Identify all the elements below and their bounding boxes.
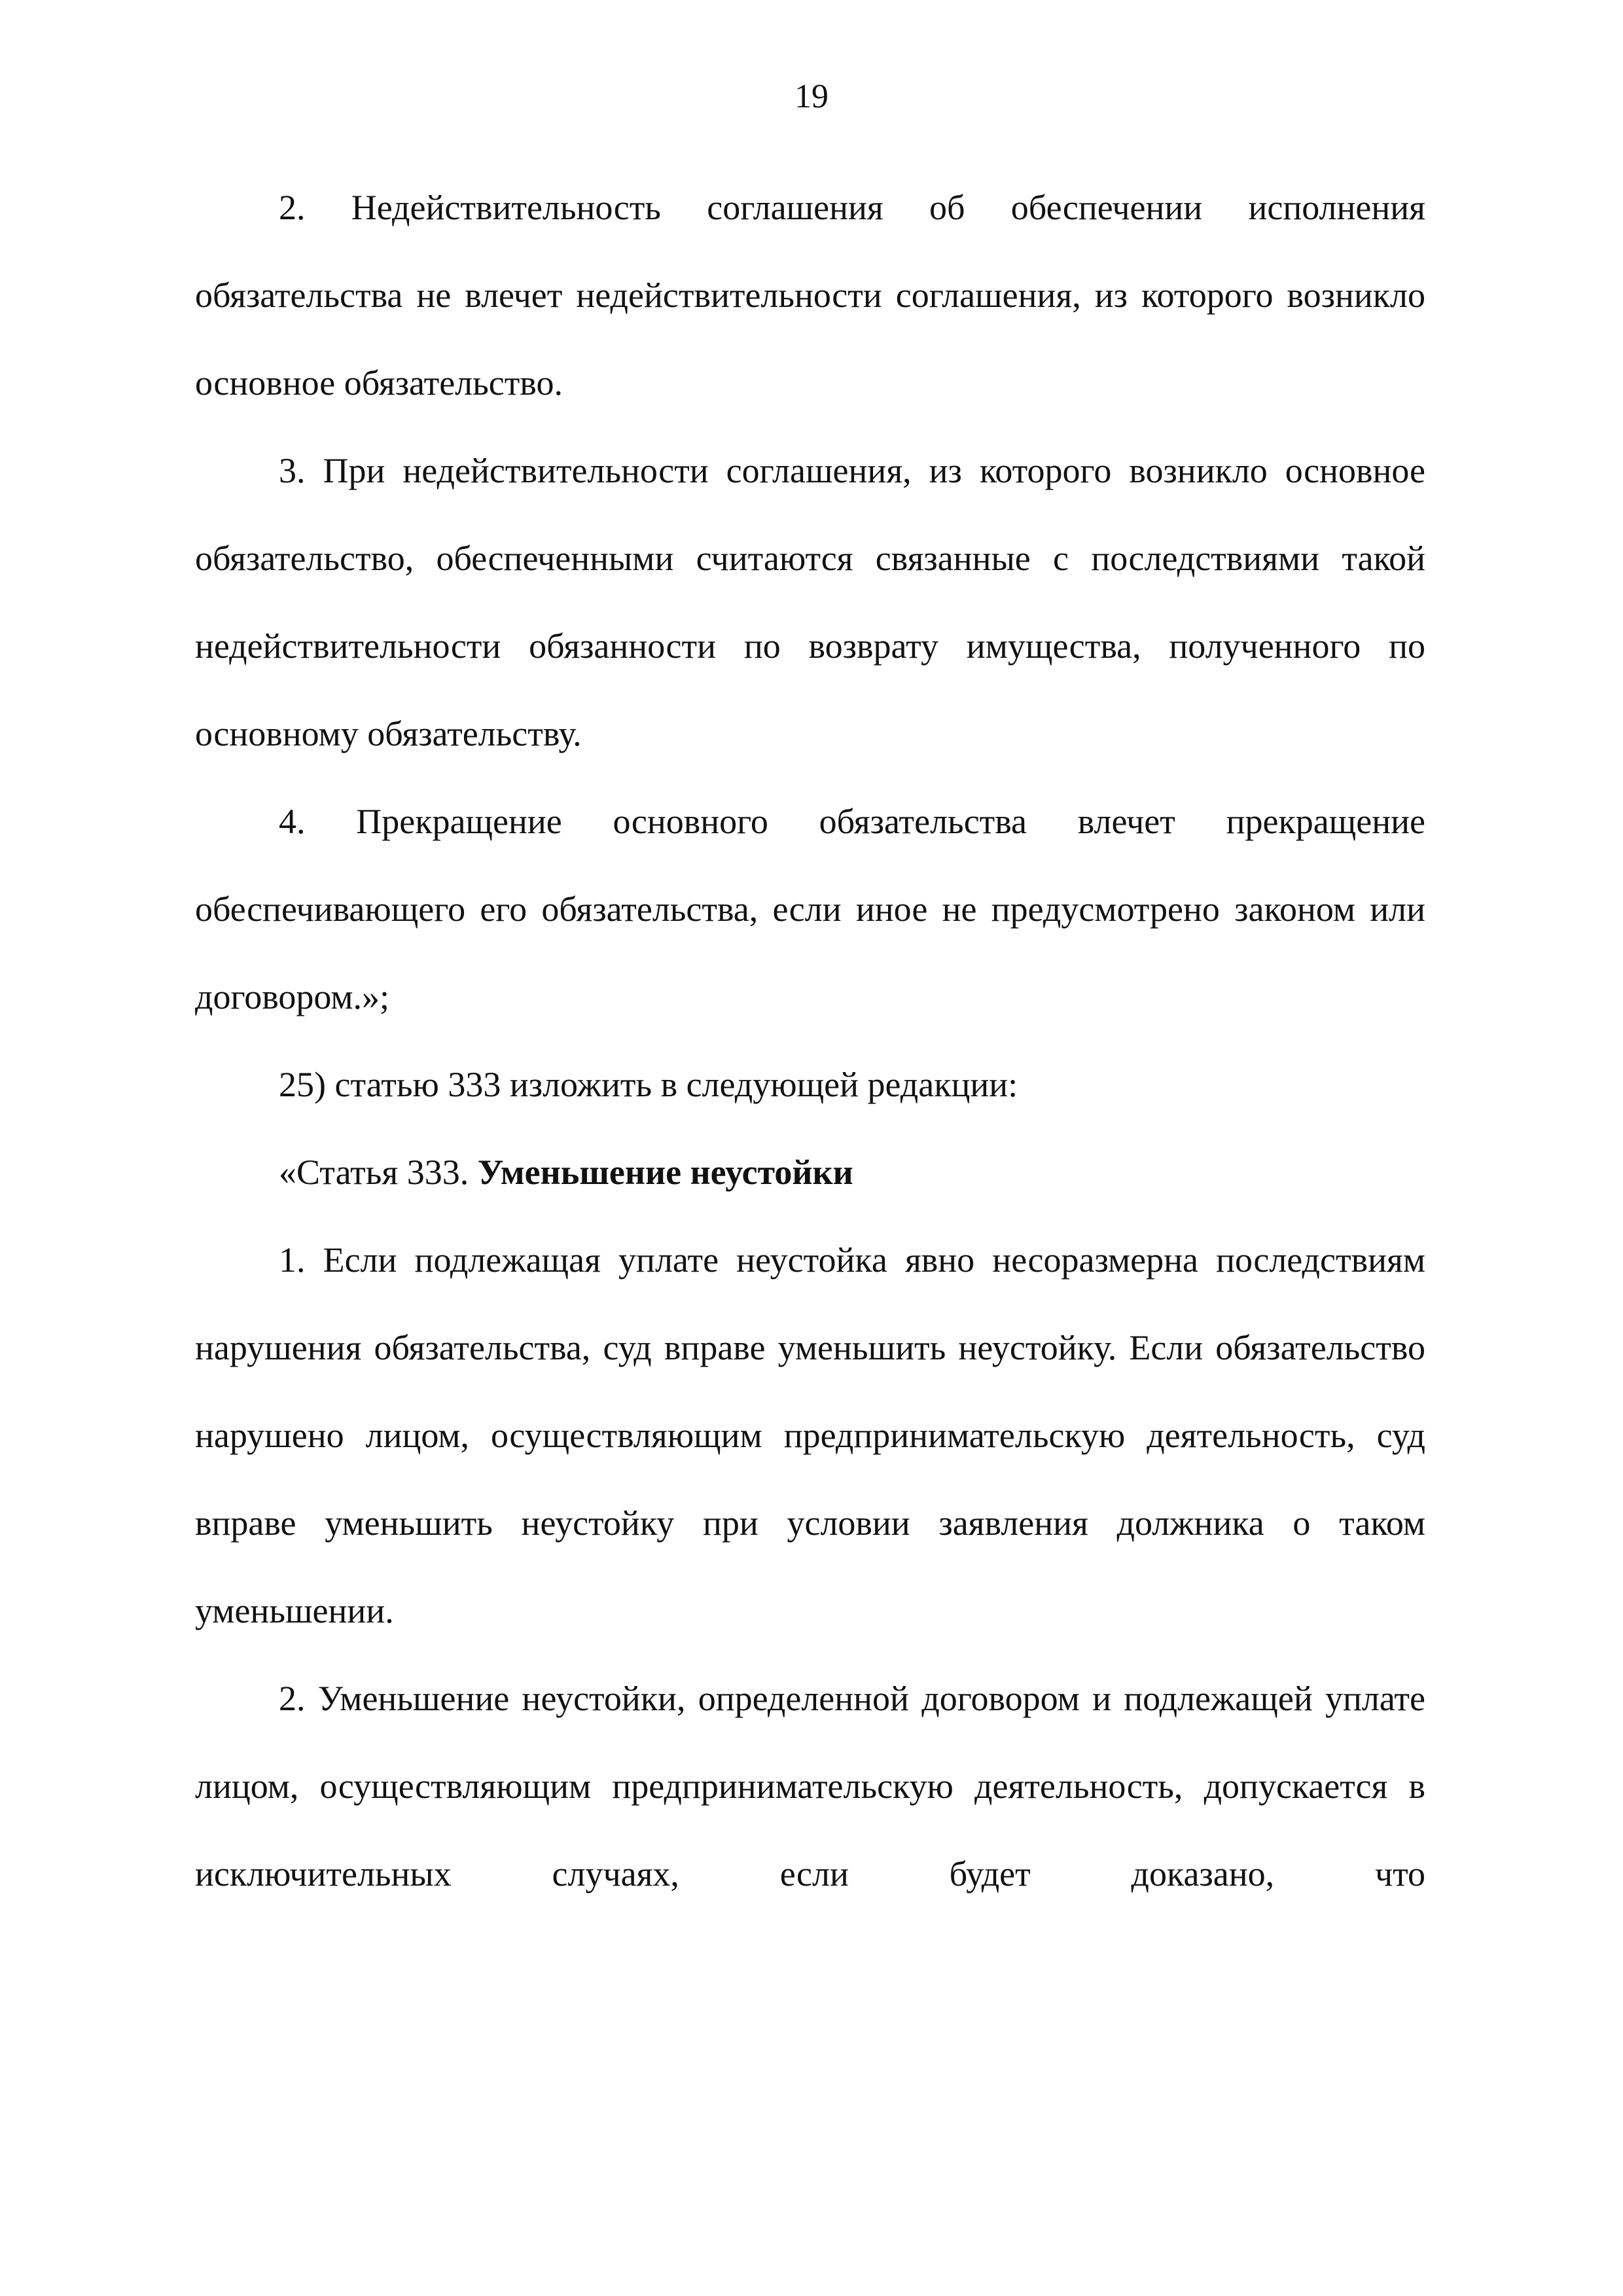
article-prefix: «Статья 333. [279,1153,478,1192]
paragraph-4: 4. Прекращение основного обязательства влечет прекращение обеспечивающего его обязательства, если иное не предусмотрено законом или договором.»; [195,802,1425,1016]
paragraph-item-25: 25) статью 333 изложить в следующей редакции: [279,1065,1018,1104]
page-number: 19 [794,78,829,115]
article-heading [195,1128,1425,1216]
article-paragraph-2: 2. Уменьшение неустойки, определенной договором и подлежащей уплате лицом, осуществляющим предпринимательскую деятельность, допускается в исключительных случаях, если будет доказано, что [195,1679,1425,1893]
document-body [195,164,1425,1918]
paragraph-3: 3. При недействительности соглашения, из которого возникло основное обязательство, обеспеченными считаются связанные с последствиями такой недействительности обязанности по возврату имущества, полученного по основному обязательству. [195,451,1425,753]
article-paragraph-1: 1. Если подлежащая уплате неустойка явно несоразмерна последствиям нарушения обязательства, суд вправе уменьшить неустойку. Если обязательство нарушено лицом, осуществляющим предпринимательскую деятельность, суд вправе уменьшить неустойку при условии заявления должника о таком уменьшении. [195,1240,1425,1630]
paragraph-2: 2. Недействительность соглашения об обеспечении исполнения обязательства не влечет недействительности соглашения, из которого возникло основное обязательство. [195,188,1425,403]
article-title: Уменьшение неустойки [477,1153,853,1192]
